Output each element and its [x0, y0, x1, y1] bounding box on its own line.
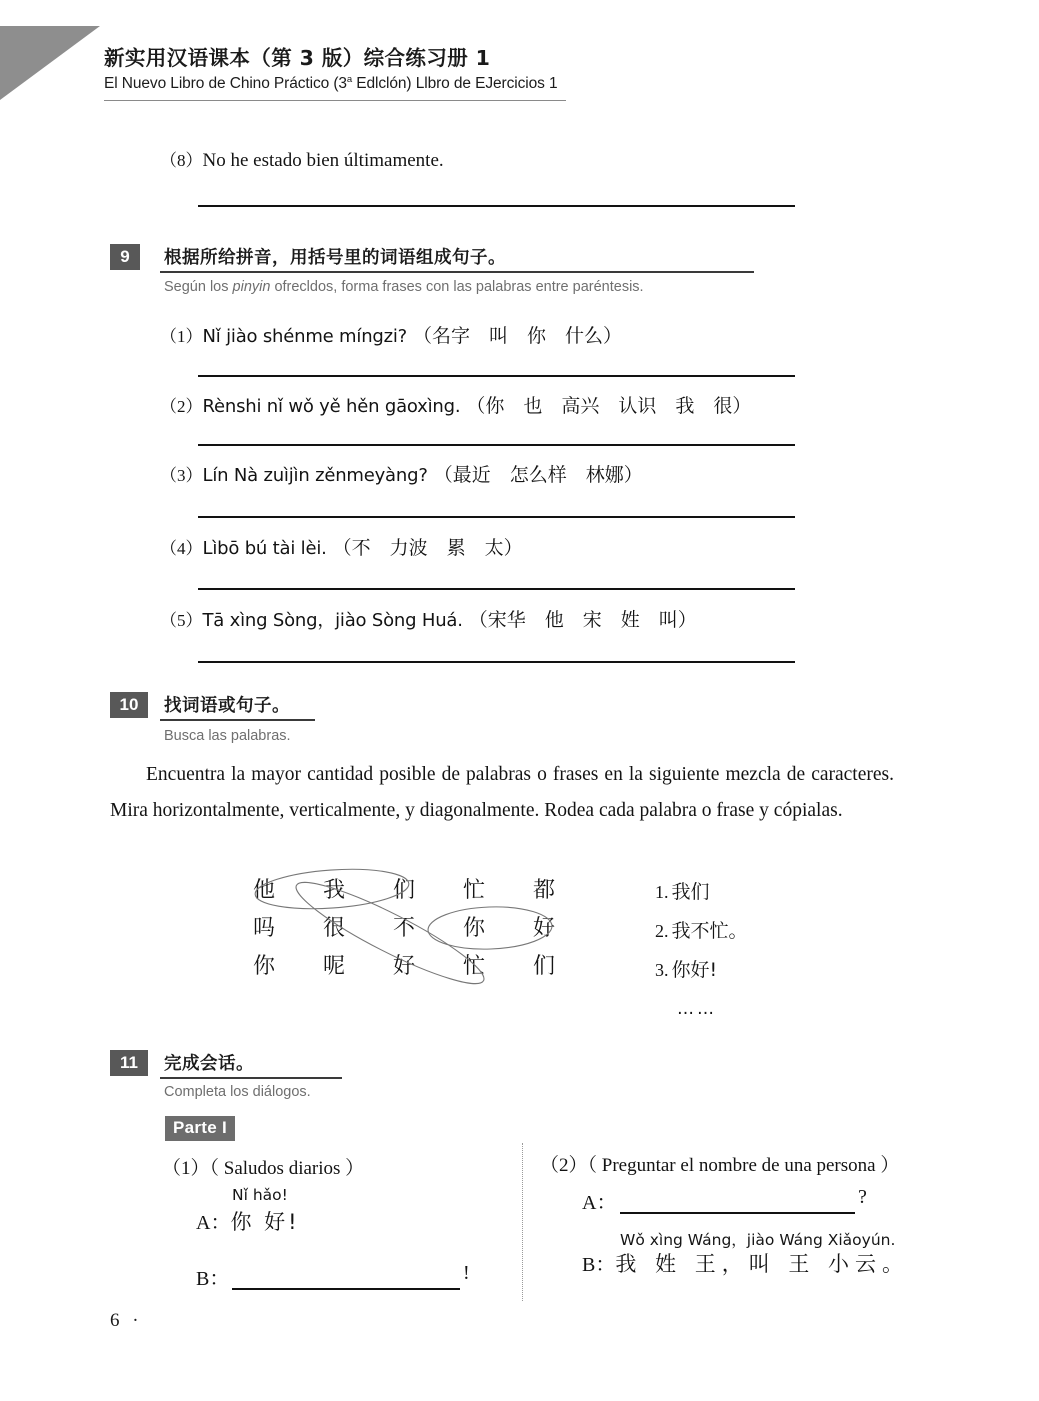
exercise-9-item-5-hanzi: （宋华 他 宋 姓 叫）	[468, 609, 697, 631]
answer-number: 1.	[655, 882, 669, 902]
exercise-badge-11: 11	[110, 1050, 148, 1076]
exercise-11-title-chinese: 完成会话。	[164, 1054, 254, 1074]
exercise-9-subtitle-post: ofrecldos, forma frases con las palabras entre paréntesis.	[270, 279, 644, 295]
page-number: 6 ·	[110, 1310, 143, 1331]
exercise-9-item-3-number: （3）	[160, 466, 203, 485]
answer-line-item-5[interactable]	[198, 661, 795, 663]
answer-text: 我们	[671, 881, 710, 903]
dialogue-2-heading	[540, 1150, 899, 1177]
answer-text: 我不忙。	[671, 920, 748, 942]
grid-cell[interactable]: 好	[533, 916, 556, 941]
exercise-9-item-1-number: （1）	[160, 327, 203, 346]
dialogue-2-number: （2）	[540, 1155, 588, 1176]
dialogue-1-line-b	[196, 1262, 229, 1291]
corner-decoration-triangle	[0, 26, 100, 100]
word-search-row	[253, 949, 603, 987]
answer-line-item-1[interactable]	[198, 375, 795, 377]
grid-cell[interactable]: 呢	[323, 954, 346, 979]
exercise-9-subtitle-pre: Según los	[164, 279, 233, 295]
grid-cell[interactable]: 忙	[463, 954, 486, 979]
exercise-9-item-3-pinyin: Lín Nà zuìjìn zěnmeyàng?	[202, 465, 428, 486]
grid-cell[interactable]: 吗	[253, 916, 276, 941]
dialogue-2-line-a-speaker: A：	[582, 1192, 617, 1214]
exercise-9-item-3	[160, 460, 643, 487]
dialogue-1-line-b-suffix: !	[463, 1262, 470, 1284]
answer-number: 2.	[655, 921, 669, 941]
grid-cell[interactable]: 他	[253, 878, 276, 903]
dialogue-2-line-b-hanzi: 我 姓 王，叫 王 小云。	[615, 1252, 910, 1276]
answer-item	[655, 951, 748, 990]
dialogue-1-line-a-hanzi: 你 好!	[230, 1210, 300, 1234]
answer-item	[655, 912, 748, 951]
exercise-9-item-4	[160, 533, 523, 560]
exercise-9-item-3-hanzi: （最近 怎么样 林娜）	[433, 464, 643, 486]
exercise-badge-9: 9	[110, 244, 140, 270]
dialogue-2-line-a	[582, 1186, 616, 1215]
word-search-grid	[253, 873, 603, 987]
parte-badge: Parte I	[165, 1116, 235, 1141]
dialogue-1-number: （1）	[162, 1158, 210, 1179]
exercise-9-subtitle-italic: pinyin	[232, 279, 271, 295]
grid-cell[interactable]: 你	[463, 916, 486, 941]
dialogue-1-heading	[162, 1153, 364, 1180]
exercise-10-title-rule	[160, 719, 315, 721]
dialogue-1-topic: （ Saludos diarios ）	[209, 1158, 365, 1179]
grid-cell[interactable]: 都	[533, 878, 556, 903]
dialogue-2-line-b-speaker: B：	[582, 1254, 616, 1276]
grid-cell[interactable]: 你	[253, 954, 276, 979]
dialogue-2-line-b	[582, 1248, 909, 1278]
exercise-badge-10: 10	[110, 692, 148, 718]
header-title-chinese: 新实用汉语课本（第 3 版）综合练习册 1	[104, 46, 491, 70]
dialogue-1-line-a	[196, 1206, 300, 1236]
answer-number: 3.	[655, 960, 669, 980]
exercise-9-title-rule	[160, 271, 754, 273]
exercise-10-subtitle-spanish: Busca las palabras.	[164, 728, 291, 744]
exercise-11-subtitle-spanish: Completa los diálogos.	[164, 1084, 311, 1100]
exercise-9-item-2-pinyin: Rènshi nǐ wǒ yě hěn gāoxìng.	[202, 396, 461, 417]
carryover-item-text: No he estado bien últimamente.	[202, 150, 444, 171]
exercise-9-item-1	[160, 321, 622, 348]
word-search-row	[253, 873, 603, 911]
exercise-9-title-chinese: 根据所给拼音，用括号里的词语组成句子。	[164, 248, 506, 268]
exercise-9-item-4-pinyin: Lìbō bú tài lèi.	[202, 538, 327, 559]
answer-line-item-3[interactable]	[198, 516, 795, 518]
exercise-9-item-1-pinyin: Nǐ jiào shénme míngzi?	[202, 326, 408, 347]
dialogue-2-line-b-pinyin: Wǒ xìng Wáng，jiào Wáng Xiǎoyún.	[620, 1231, 896, 1249]
header-title-spanish	[104, 74, 574, 93]
header-ordinal-superscript: a	[346, 73, 353, 85]
word-search-answer-list	[655, 873, 748, 1028]
dialogue-2-answer-blank[interactable]	[620, 1212, 855, 1214]
answer-item	[655, 873, 748, 912]
grid-cell[interactable]: 忙	[463, 878, 486, 903]
header-title-spanish-post: Edlclón) Llbro de EJercicios 1	[352, 74, 558, 92]
exercise-10-instructions	[110, 757, 894, 829]
exercise-9-item-4-hanzi: （不 力波 累 太）	[332, 537, 523, 559]
dialogue-1-line-a-speaker: A：	[196, 1212, 231, 1234]
grid-cell[interactable]: 很	[323, 916, 346, 941]
grid-cell[interactable]: 们	[533, 954, 556, 979]
exercise-11-title-rule	[160, 1077, 342, 1079]
exercise-9-item-4-number: （4）	[160, 539, 203, 558]
exercise-10-instructions-text: Encuentra la mayor cantidad posible de palabras o frases en la siguiente mezcla de caracteres. Mira horizontalmente, verticalmente, y diagonalmente. Rodea cada palabra o frase y cópialas.	[110, 764, 894, 821]
dialogue-1-answer-blank[interactable]	[232, 1288, 460, 1290]
word-search-row	[253, 911, 603, 949]
exercise-9-item-2-number: （2）	[160, 397, 203, 416]
grid-cell[interactable]: 我	[323, 878, 346, 903]
grid-cell[interactable]: 不	[393, 916, 416, 941]
exercise-9-subtitle-spanish	[164, 279, 644, 295]
answer-line-item-8[interactable]	[198, 205, 795, 207]
dialogue-1-line-b-speaker: B：	[196, 1268, 230, 1290]
header-title-spanish-pre: El Nuevo Libro de Chino Práctico (3	[104, 74, 347, 92]
exercise-9-item-2-hanzi: （你 也 高兴 认识 我 很）	[466, 395, 752, 417]
dialogue-2-line-a-suffix: ?	[858, 1186, 867, 1208]
exercise-9-item-5-number: （5）	[160, 611, 203, 630]
exercise-9-item-1-hanzi: （名字 叫 你 什么）	[413, 325, 623, 347]
exercise-9-item-5-pinyin: Tā xìng Sòng，jiào Sòng Huá.	[202, 610, 463, 631]
page-header	[104, 46, 574, 93]
exercise-9-item-2	[160, 391, 751, 418]
grid-cell[interactable]: 好	[393, 954, 416, 979]
dialogue-2-topic: （ Preguntar el nombre de una persona ）	[587, 1155, 900, 1176]
answer-text: 你好!	[671, 959, 718, 981]
exercise-10-title-chinese: 找词语或句子。	[164, 696, 290, 716]
exercise-9-item-5	[160, 605, 697, 632]
grid-cell[interactable]: 们	[393, 878, 416, 903]
header-divider-rule	[104, 100, 566, 101]
answer-line-item-2[interactable]	[198, 444, 795, 446]
dialogue-1-line-a-pinyin: Nǐ hǎo!	[232, 1186, 288, 1204]
dialogue-column-divider	[522, 1143, 523, 1301]
carryover-item-number: （8）	[160, 151, 203, 170]
answer-list-ellipsis: ……	[677, 999, 717, 1019]
answer-line-item-4[interactable]	[198, 588, 795, 590]
carryover-item-8	[160, 146, 444, 172]
